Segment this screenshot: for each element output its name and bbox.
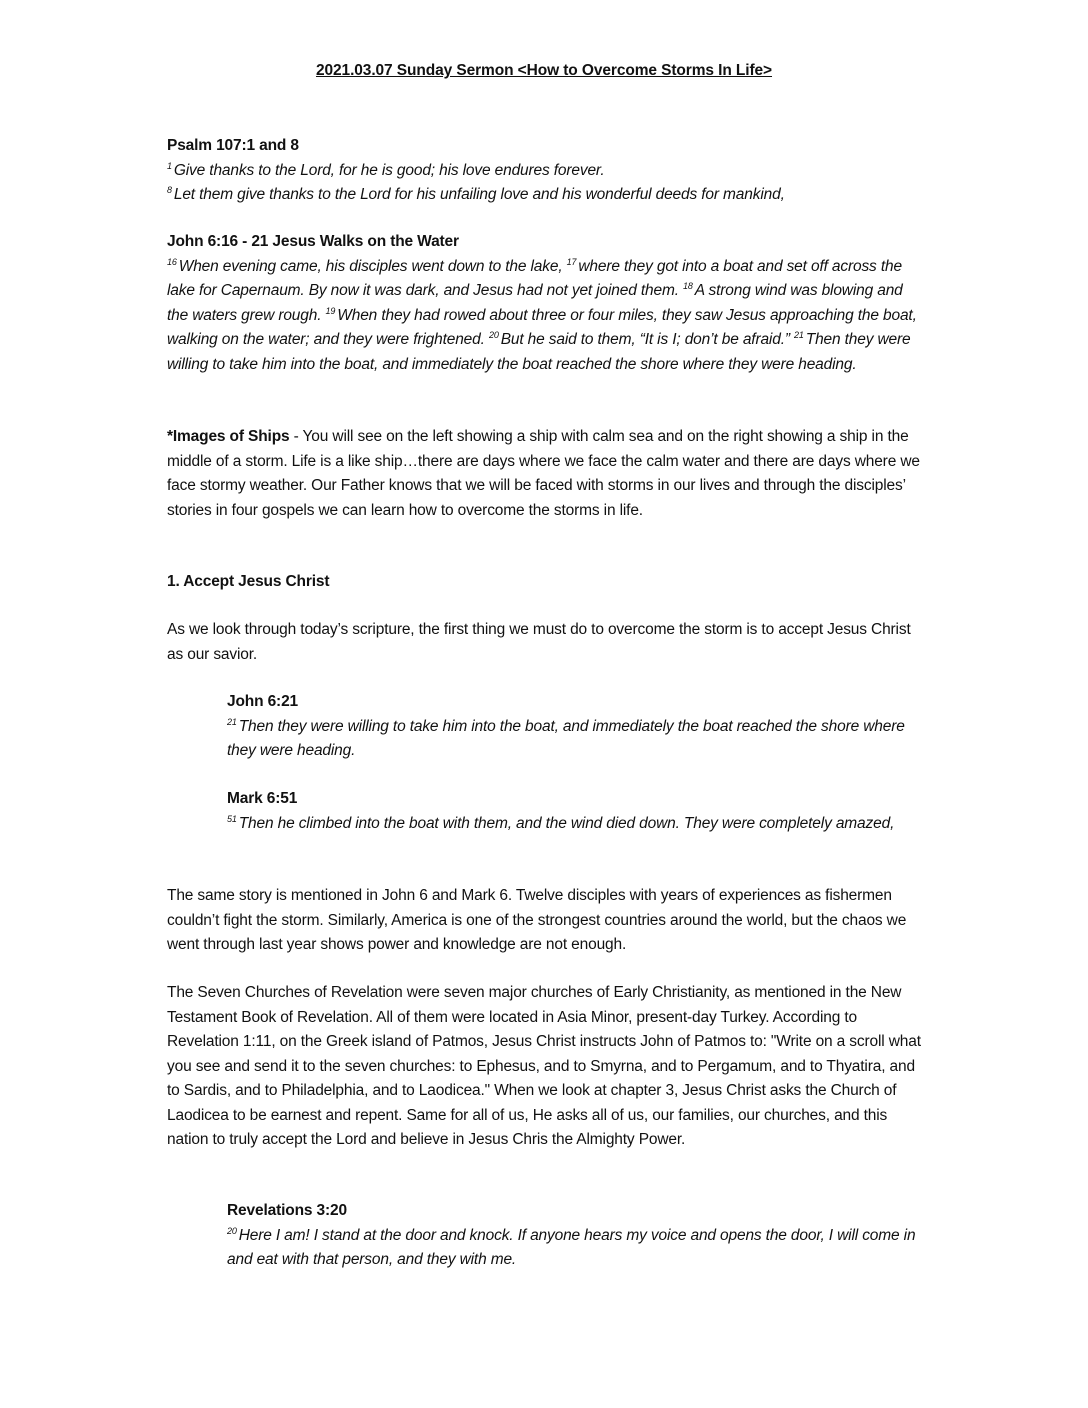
psalm-verse-8 (167, 183, 927, 208)
psalm-section (167, 134, 927, 208)
verse-number: 51 (227, 813, 237, 824)
mark-6-51-verse (227, 812, 927, 837)
verse-text: When evening came, his disciples went down to the lake, (178, 257, 563, 275)
seven-churches-paragraph: The Seven Churches of Revelation were seven major churches of Early Christianity, as mentioned in the New Testament Book of Revelation. All of them were located in Asia Minor, present-day Turkey. According to Revelation 1:11, on the Greek island of Patmos, Jesus Christ instructs John of Patmos to: "Write on a scroll what you see and send it to the seven churches: to Ephesus, and to Smyrna, and to Pergamum, and to Thyatira, and to Sardis, and to Philadelphia, and to Laodicea." When we look at chapter 3, Jesus Christ asks the Church of Laodicea to be earnest and repent. Same for all of us, He asks all of us, our families, our churches, and this nation to truly accept the Lord and believe in Jesus Chris the Almighty Power. (167, 984, 921, 1148)
verse-number: 18 (683, 281, 693, 291)
sermon-title: 2021.03.07 Sunday Sermon <How to Overcome Storms In Life> (315, 62, 773, 79)
verse-text: Let them give thanks to the Lord for his unfailing love and his wonderful deeds for mankind, (173, 186, 785, 203)
verse-number: 20 (488, 330, 499, 340)
verse-number: 16 (167, 256, 177, 267)
images-of-ships-paragraph (167, 425, 927, 523)
revelations-3-20-quote (227, 1199, 927, 1273)
section-1-heading: 1. Accept Jesus Christ (167, 573, 330, 590)
verse-number: 17 (566, 256, 577, 267)
verse-number: 21 (227, 716, 237, 727)
john-6-21-heading: John 6:21 (227, 693, 299, 710)
images-text: - You will see on the left showing a ship with calm sea and on the right showing a ship in the middle of a storm. Life is a like ship…there are days where we face the calm water and there are days where we face stormy weather. Our Father knows that we will be faced with storms in our lives and through the disciples’ stories in four gospels we can learn how to overcome the storms in life. (167, 428, 920, 519)
revelations-3-20-heading: Revelations 3:20 (227, 1202, 347, 1219)
john-passage-section (167, 230, 927, 377)
images-label: *Images of Ships (167, 428, 290, 445)
same-story-paragraph: The same story is mentioned in John 6 and Mark 6. Twelve disciples with years of experiences as fishermen couldn’t fight the storm. Similarly, America is one of the strongest countries around the world, but the chaos we went through last year shows power and knowledge are not enough. (167, 887, 907, 953)
revelations-3-20-verse (227, 1224, 927, 1273)
verse-text: where they got into a boat and set off across the lake for Capernaum. By now it was dark, and Jesus had not yet joined them. (167, 257, 902, 299)
verse-number: 20 (227, 1225, 237, 1236)
verse-number: 8 (167, 185, 172, 195)
john-6-21-verse (227, 715, 927, 764)
verse-text: A strong wind was blowing and the waters grew rough. (167, 282, 903, 324)
verse-number: 21 (794, 330, 804, 340)
verse-text: Give thanks to the Lord, for he is good; his love endures forever. (173, 161, 605, 179)
mark-6-51-heading: Mark 6:51 (227, 790, 298, 807)
mark-6-51-quote (227, 787, 927, 836)
john-passage-text (167, 255, 927, 378)
images-paragraph-text (167, 425, 927, 523)
psalm-heading: Psalm 107:1 and 8 (167, 137, 299, 154)
verse-number: 19 (325, 305, 336, 316)
section-1-intro: As we look through today’s scripture, the first thing we must do to overcome the storm is to accept Jesus Christ as our savior. (167, 621, 911, 663)
john-passage-heading: John 6:16 - 21 Jesus Walks on the Water (167, 233, 459, 250)
verse-text: Then they were willing to take him into the boat, and immediately the boat reached the shore where they were heading. (167, 331, 911, 373)
verse-text: Then they were willing to take him into the boat, and immediately the boat reached the shore where they were heading. (227, 717, 905, 759)
verse-text: When they had rowed about three or four miles, they saw Jesus approaching the boat, walking on the water; and they were frightened. (167, 306, 917, 348)
psalm-verse-1 (167, 159, 927, 184)
verse-text: Then he climbed into the boat with them, and the wind died down. They were completely amazed, (238, 814, 895, 832)
verse-text: Here I am! I stand at the door and knock. If anyone hears my voice and opens the door, I will come in and eat with that person, and they with me. (227, 1226, 916, 1268)
john-6-21-quote (227, 690, 927, 764)
verse-text: But he said to them, “It is I; don’t be afraid.” (500, 331, 790, 348)
verse-number: 1 (167, 160, 172, 171)
